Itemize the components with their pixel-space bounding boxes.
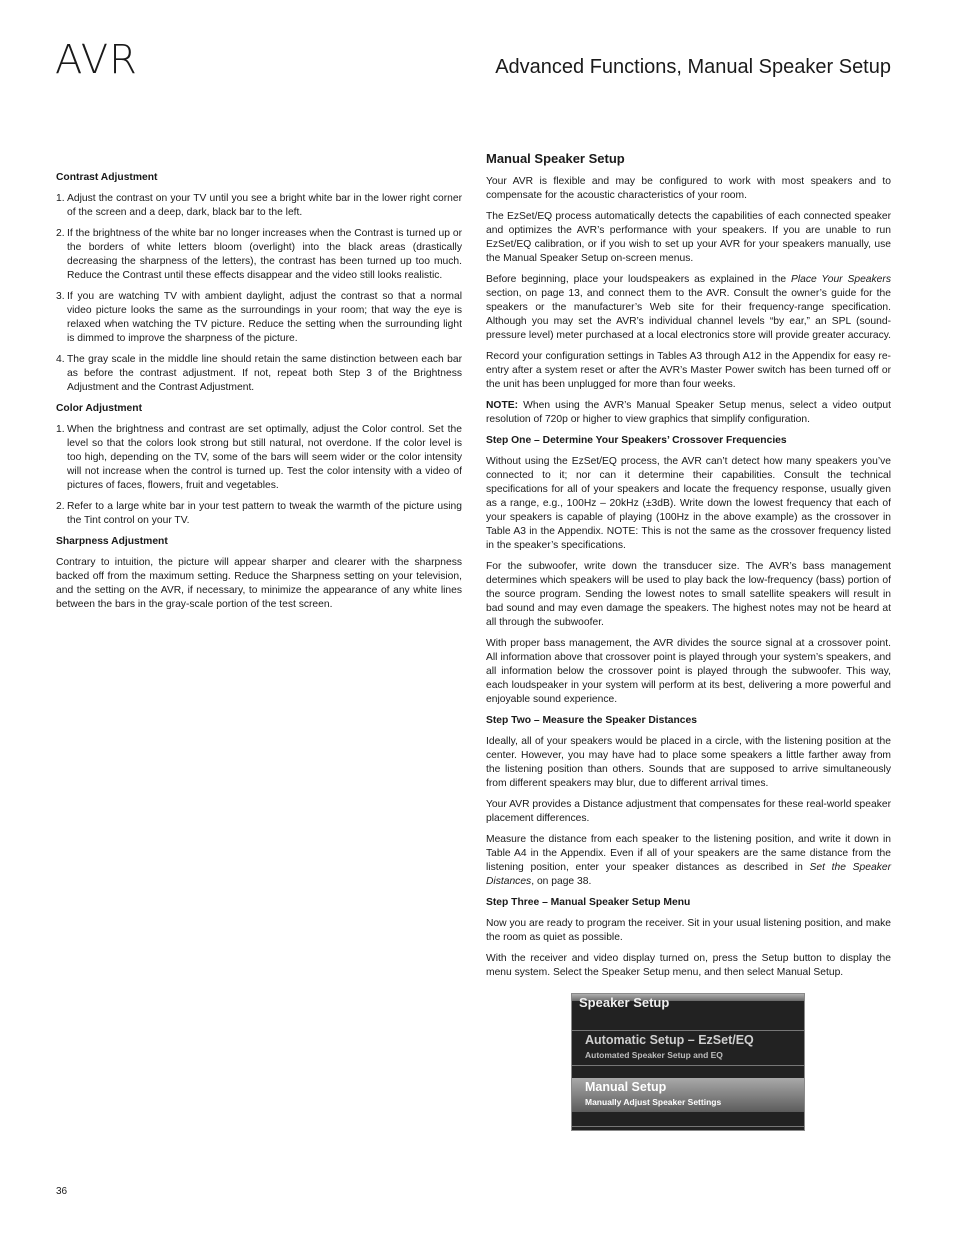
paragraph: Before beginning, place your loudspeakers as explained in the Place Your Speakers section, on page 13, and connect them to the AVR. Consult the owner’s guide for the speakers or the manufacturer’s Web site for their frequency-range specification. Although you may set the AVR’s individual channel levels “by ear,” an SPL (sound-pressure level) meter purchased at a local electronics store will provide greater accuracy.	[486, 274, 891, 341]
paragraph: The EzSet/EQ process automatically detects the capabilities of each connected speaker and optimizes the AVR’s performance with your speakers. If you are unable to run EzSet/EQ calibration, or if you wish to set up your AVR for your speakers manually, use the Manual Speaker Setup on-screen menus.	[486, 211, 891, 264]
color-heading: Color Adjustment	[56, 403, 142, 414]
menu-item-label: Manual Setup	[585, 1080, 667, 1094]
list-item: 1. Adjust the contrast on your TV until you see a bright white bar in the lower right corner of the screen and a deep, dark, black bar to the left.	[56, 193, 462, 218]
paragraph: With proper bass management, the AVR divides the source signal at a crossover point. All information above that crossover point is played through your system’s speakers, and all information below the crossover point is played through the subwoofer. This way, each loudspeaker in your system will perform at its best, delivering a more powerful and enjoyable sound experience.	[486, 638, 891, 705]
contrast-heading: Contrast Adjustment	[56, 172, 158, 183]
menu-divider	[572, 1126, 804, 1127]
avr-logo: AVR	[55, 37, 138, 83]
paragraph: Your AVR is flexible and may be configured to work with most speakers and to compensate for the acoustic characteristics of your room.	[486, 176, 891, 201]
step-three-heading: Step Three – Manual Speaker Setup Menu	[486, 897, 691, 908]
speaker-setup-menu-screenshot	[571, 993, 805, 1131]
list-item: 2. Refer to a large white bar in your test pattern to tweak the warmth of the picture using the Tint control on your TV.	[56, 501, 462, 526]
step-two-heading: Step Two – Measure the Speaker Distances	[486, 715, 697, 726]
page-number: 36	[56, 1186, 68, 1197]
right-column	[486, 151, 891, 987]
page-header-title: Advanced Functions, Manual Speaker Setup	[495, 56, 891, 78]
contrast-steps	[56, 192, 462, 395]
menu-title: Speaker Setup	[579, 995, 670, 1010]
list-item: 1. When the brightness and contrast are set optimally, adjust the Color control. Set the level so that the colors look strong but still natural, not overdone. If the color level is too high, depending on the TV, some of the bars will seem wider or the color intensity will not increase when the control is turned up. Test the color intensity with a video of pictures of faces, flowers, fruit and vegetables.	[56, 424, 462, 491]
menu-item-sub: Automated Speaker Setup and EQ	[585, 1050, 723, 1060]
list-item: 4. The gray scale in the middle line should retain the same distinction between each bar as before the contrast adjustment. If not, repeat both Step 3 of the Brightness Adjustment and the Contrast Adjustment.	[56, 354, 462, 393]
menu-item-automatic-setup[interactable]	[572, 1030, 804, 1066]
paragraph: With the receiver and video display turned on, press the Setup button to display the menu system. Select the Speaker Setup menu, and then select Manual Setup.	[486, 953, 891, 978]
list-item: 2. If the brightness of the white bar no longer increases when the Contrast is turned up or the borders of white letters bloom (overlight) into the black areas (drastically decreasing the sharpness of the letters), the contrast has been turned up too much. Reduce the Contrast until these effects disappear and the video still looks realistic.	[56, 228, 462, 281]
paragraph: Your AVR provides a Distance adjustment that compensates for these real-world speaker placement differences.	[486, 799, 891, 824]
left-column	[56, 171, 462, 619]
menu-item-label: Automatic Setup – EzSet/EQ	[585, 1033, 754, 1047]
color-steps	[56, 423, 462, 528]
paragraph: Measure the distance from each speaker to the listening position, and write it down in Table A4 in the Appendix. Even if all of your speakers are the same distance from the listening position, enter your speaker distances as described in Set the Speaker Distances, on page 38.	[486, 834, 891, 887]
paragraph: Now you are ready to program the receiver. Sit in your usual listening position, and make the room as quiet as possible.	[486, 918, 891, 943]
paragraph: Record your configuration settings in Tables A3 through A12 in the Appendix for easy re-entry after a system reset or after the AVR’s Master Power switch has been turned off or the unit has been unplugged for more than four weeks.	[486, 351, 891, 390]
paragraph: Ideally, all of your speakers would be placed in a circle, with the listening position at the center. However, you may have had to place some speakers a little farther away from the listening position than others. Sounds that are supposed to arrive simultaneously from different speakers may blur, due to different arrival times.	[486, 736, 891, 789]
step-one-heading: Step One – Determine Your Speakers’ Crossover Frequencies	[486, 435, 787, 446]
list-item: 3. If you are watching TV with ambient daylight, adjust the contrast so that a normal video picture looks the same as the surroundings in your room; that way the eye is relaxed when watching the TV picture. Reduce the setting when the surrounding light is dimmed to improve the sharpness of the picture.	[56, 291, 462, 344]
sharpness-heading: Sharpness Adjustment	[56, 536, 168, 547]
paragraph: For the subwoofer, write down the transducer size. The AVR’s bass management determines which speakers will be used to play back the low-frequency (bass) portion of the source program. Sending the lowest notes to small satellite speakers will result in bad sound and may even damage the speakers. The highest notes may not be heard at all through the subwoofer.	[486, 561, 891, 628]
section-title: Manual Speaker Setup	[486, 151, 625, 166]
menu-item-manual-setup[interactable]	[572, 1078, 804, 1112]
paragraph: Without using the EzSet/EQ process, the AVR can’t detect how many speakers you’ve connected to it; nor can it determine their capabilities. Consult the technical specifications for all of your speakers and locate the frequency response, usually given as a range, e.g., 100Hz – 20kHz (±3dB). Write down the lowest frequency that each of your speakers is capable of playing (100Hz in the above example) as the crossover in Table A3 in the Appendix. NOTE: This is not the same as the crossover frequency listed in the speaker’s specifications.	[486, 456, 891, 551]
sharpness-text: Contrary to intuition, the picture will appear sharper and clearer with the sharpness backed off from the maximum setting. Reduce the Sharpness setting on your television, and the setting on the AVR, if necessary, to minimize the appearance of any white lines between the bars in the gray-scale portion of the test screen.	[56, 557, 462, 610]
menu-item-sub: Manually Adjust Speaker Settings	[585, 1097, 722, 1107]
note: NOTE: When using the AVR’s Manual Speaker Setup menus, select a video output resolution of 720p or higher to view graphics that simplify configuration.	[486, 400, 891, 425]
